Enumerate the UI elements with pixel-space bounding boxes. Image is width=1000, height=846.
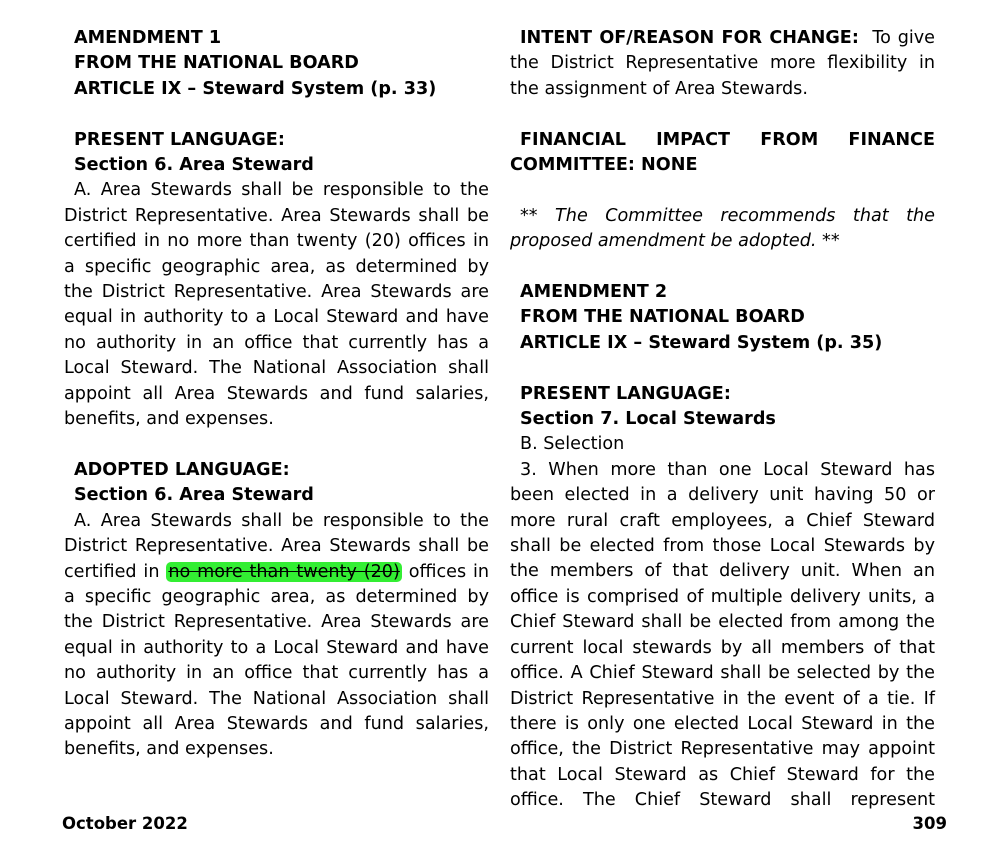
right-column [510,26,935,814]
left-column [64,26,489,763]
amendment-1-title: AMENDMENT 1 FROM THE NATIONAL BOARD ARTICLE IX – Steward System (p. 33) [74,28,437,99]
present-language-heading-2: PRESENT LANGUAGE: Section 7. Local Stewards [520,383,776,430]
page-number: 309 [912,814,947,833]
present-language-text: A. Area Stewards shall be responsible to the District Representative. Area Stewards shall be certified in no more than twenty (20) offices in a specific geographic area, as determined by the District Representative. Area Stewards are equal in authority to a Local Steward and have no authority in an office that currently has a Local Steward. The National Association shall appoint all Area Stewards and fund salaries, benefits, and expenses. [64,180,489,430]
selection-paragraph-3: 3. When more than one Local Steward has been elected in a delivery unit having 50 or more rural craft employees, a Chief Steward shall be elected from those Local Stewards by the members of that delivery unit. When an office is comprised of multiple delivery units, a Chief Steward shall be elected from among the current local stewards by all members of that office. A Chief Steward shall be selected by the District Representative in the event of a tie. If there is only one elected Local Steward in the office, the District Representative may appoint that Local Steward as Chief Steward for the office. The Chief Steward shall represent [510,459,935,811]
intent-paragraph: INTENT OF/REASON FOR CHANGE: To give the District Representative more flexibility in the assignment of Area Stewards. [510,28,936,99]
adopted-language-text: A. Area Stewards shall be responsible to the District Representative. Area Stewards shall be certified in no more than twenty (20) offices in a specific geographic area, as determined by the District Representative. Area Stewards are equal in authority to a Local Steward and have no authority in an office that currently has a Local Steward. The National Association shall appoint all Area Stewards and fund salaries, benefits, and expenses. [64,510,490,760]
amendment-2-title: AMENDMENT 2 FROM THE NATIONAL BOARD ARTICLE IX – Steward System (p. 35) [520,282,883,353]
struck-highlight: no more than twenty (20) [168,561,400,582]
present-language-heading: PRESENT LANGUAGE: Section 6. Area Steward [74,129,314,176]
selection-subheading: B. Selection [520,434,625,455]
adopted-language-heading: ADOPTED LANGUAGE: Section 6. Area Steward [74,459,314,506]
financial-impact: FINANCIAL IMPACT FROM FINANCE COMMITTEE: NONE [510,129,935,176]
committee-recommendation: ** The Committee recommends that the proposed amendment be adopted. ** [510,205,935,252]
footer-date: October 2022 [62,814,188,833]
